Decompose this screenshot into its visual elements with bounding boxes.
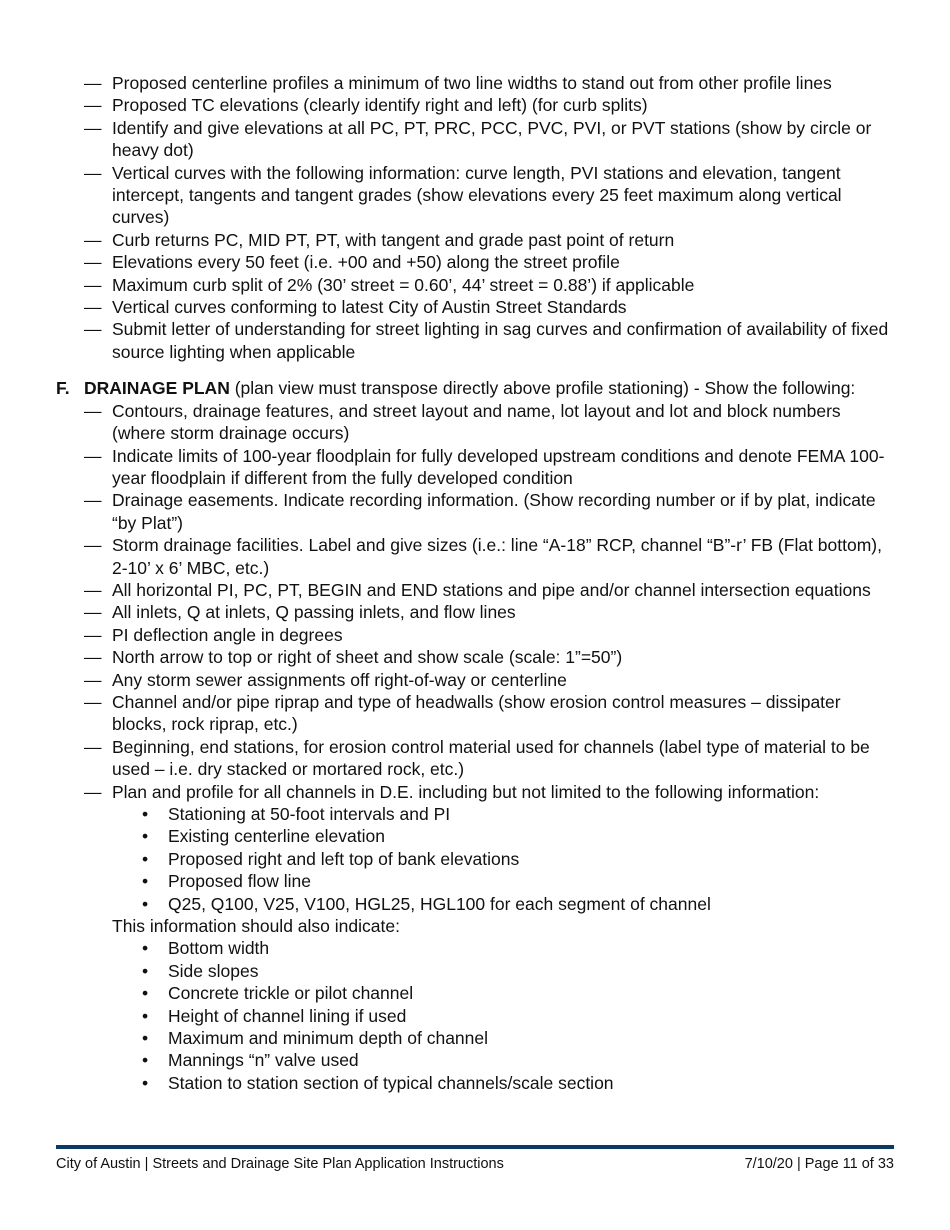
footer-rule	[56, 1145, 894, 1149]
list-item-channels	[84, 781, 896, 1095]
bullet-item: • Mannings “n” valve used	[168, 1049, 896, 1071]
bullet-item: • Stationing at 50-foot intervals and PI	[168, 803, 896, 825]
bullet-item: • Maximum and minimum depth of channel	[168, 1027, 896, 1049]
bullet-item: • Proposed flow line	[168, 870, 896, 892]
section-title: DRAINAGE PLAN	[84, 378, 230, 399]
list-item: — Beginning, end stations, for erosion control material used for channels (label type of material to be used – i.e. dry stacked or mortared rock, etc.)	[84, 736, 896, 781]
bullet-item: • Q25, Q100, V25, V100, HGL25, HGL100 for each segment of channel	[168, 893, 896, 915]
list-item: — Indicate limits of 100-year floodplain for fully developed upstream conditions and denote FEMA 100-year floodplain if different from the fully developed condition	[84, 445, 896, 490]
bullet-item: • Side slopes	[168, 960, 896, 982]
bullet-item: • Existing centerline elevation	[168, 825, 896, 847]
profile-requirements-list	[56, 72, 896, 363]
section-intro: (plan view must transpose directly above profile stationing) - Show the following:	[229, 378, 856, 399]
list-item: — Submit letter of understanding for street lighting in sag curves and confirmation of availability of fixed source lighting when applicable	[84, 318, 896, 363]
list-item: — Vertical curves conforming to latest City of Austin Street Standards	[84, 296, 896, 318]
list-item: — Proposed TC elevations (clearly identify right and left) (for curb splits)	[84, 94, 896, 116]
list-item: — Proposed centerline profiles a minimum of two line widths to stand out from other profile lines	[84, 72, 896, 94]
list-item: — Elevations every 50 feet (i.e. +00 and +50) along the street profile	[84, 251, 896, 273]
list-item: — Identify and give elevations at all PC, PT, PRC, PCC, PVC, PVI, or PVT stations (show by circle or heavy dot)	[84, 117, 896, 162]
section-letter: F.	[56, 378, 70, 399]
bullet-item: • Height of channel lining if used	[168, 1005, 896, 1027]
bullet-item: • Concrete trickle or pilot channel	[168, 982, 896, 1004]
list-item: — Vertical curves with the following information: curve length, PVI stations and elevation, tangent intercept, tangents and tangent grades (show elevations every 25 feet maximum along vertical curves)	[84, 162, 896, 229]
list-item: — Drainage easements. Indicate recording information. (Show recording number or if by plat, indicate “by Plat”)	[84, 489, 896, 534]
list-item: — Any storm sewer assignments off right-of-way or centerline	[84, 669, 896, 691]
list-item: — Contours, drainage features, and street layout and name, lot layout and lot and block numbers (where storm drainage occurs)	[84, 400, 896, 445]
bullet-item: • Station to station section of typical channels/scale section	[168, 1072, 896, 1094]
footer-document-title: City of Austin | Streets and Drainage Site Plan Application Instructions	[56, 1156, 504, 1172]
bullet-item: • Proposed right and left top of bank elevations	[168, 848, 896, 870]
list-item-text: Plan and profile for all channels in D.E. including but not limited to the following information:	[112, 781, 820, 802]
also-indicate-list	[112, 937, 896, 1094]
also-indicate-label: This information should also indicate:	[112, 916, 400, 937]
list-item: — North arrow to top or right of sheet and show scale (scale: 1”=50”)	[84, 646, 896, 668]
list-item: — All horizontal PI, PC, PT, BEGIN and END stations and pipe and/or channel intersection equations	[84, 579, 896, 601]
list-item: — Maximum curb split of 2% (30’ street = 0.60’, 44’ street = 0.88’) if applicable	[84, 274, 896, 296]
list-item: — All inlets, Q at inlets, Q passing inlets, and flow lines	[84, 601, 896, 623]
list-item: — Storm drainage facilities. Label and give sizes (i.e.: line “A-18” RCP, channel “B”-r’ FB (Flat bottom), 2-10’ x 6’ MBC, etc.)	[84, 534, 896, 579]
footer-page-number: 7/10/20 | Page 11 of 33	[744, 1156, 894, 1172]
bullet-item: • Bottom width	[168, 937, 896, 959]
page-content	[56, 72, 896, 1094]
channel-info-list	[112, 803, 896, 915]
list-item: — Curb returns PC, MID PT, PT, with tangent and grade past point of return	[84, 229, 896, 251]
drainage-requirements-list	[56, 400, 896, 1095]
list-item: — Channel and/or pipe riprap and type of headwalls (show erosion control measures – dissipater blocks, rock riprap, etc.)	[84, 691, 896, 736]
list-item: — PI deflection angle in degrees	[84, 624, 896, 646]
section-f-heading	[56, 377, 896, 399]
